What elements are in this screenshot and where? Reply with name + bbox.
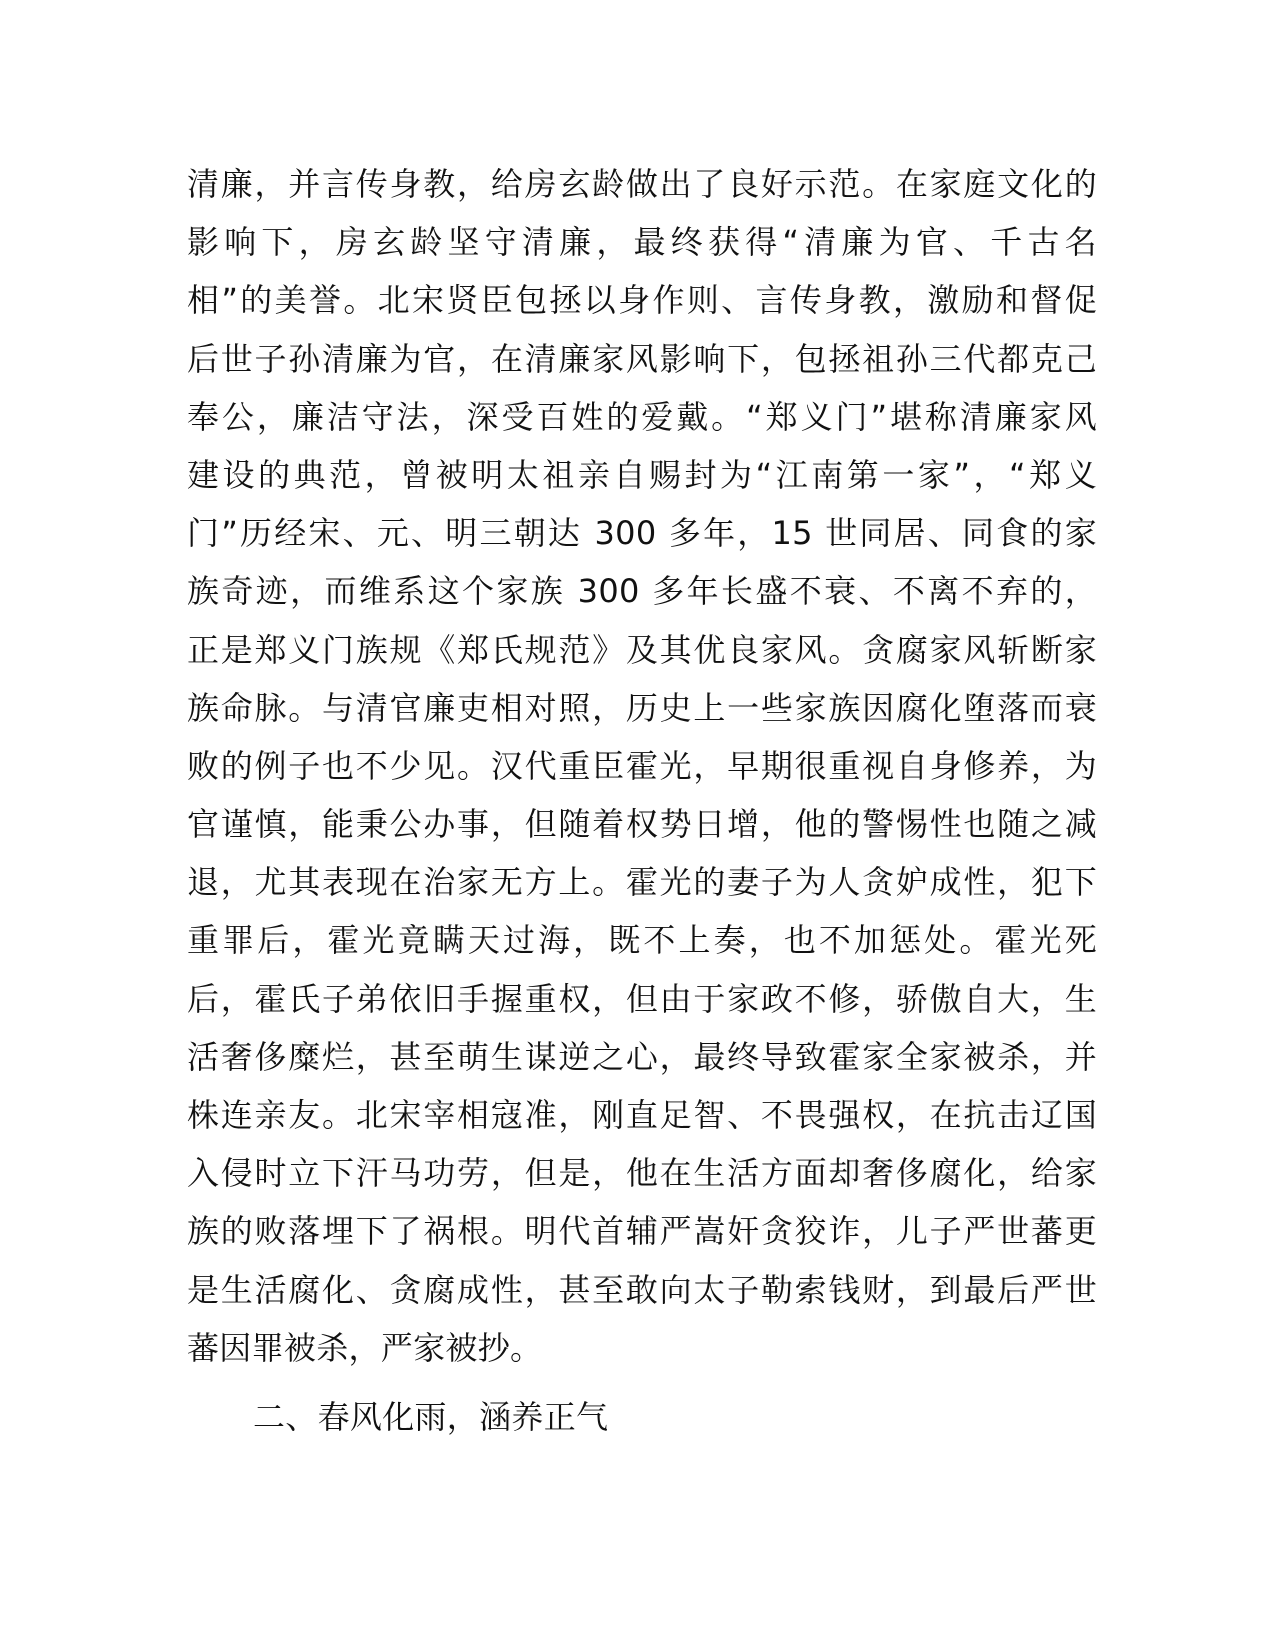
paragraph-line-13: 退，尤其表现在治家无方上。霍光的妻子为人贪妒成性，犯下 (187, 863, 1097, 902)
paragraph-line-6: 建设的典范，曾被明太祖亲自赐封为“江南第一家”，“郑义 (187, 455, 1097, 494)
paragraph-line-14: 重罪后，霍光竟瞒天过海，既不上奏，也不加惩处。霍光死 (187, 921, 1097, 960)
section-heading: 二、春风化雨，涵养正气 (253, 1398, 609, 1436)
paragraph-line-21: 蕃因罪被杀，严家被抄。 (187, 1328, 543, 1367)
paragraph-line-2: 影响下，房玄龄坚守清廉，最终获得“清廉为官、千古名 (187, 223, 1097, 262)
paragraph-line-7: 门”历经宋、元、明三朝达 300 多年，15 世同居、同食的家 (187, 514, 1097, 553)
paragraph-line-12: 官谨慎，能秉公办事，但随着权势日增，他的警惕性也随之减 (187, 805, 1097, 844)
paragraph-line-8: 族奇迹，而维系这个家族 300 多年长盛不衰、不离不弃的， (187, 572, 1097, 611)
paragraph-line-18: 入侵时立下汗马功劳，但是，他在生活方面却奢侈腐化，给家 (187, 1154, 1097, 1193)
body-paragraph (187, 155, 1097, 1377)
paragraph-line-9: 正是郑义门族规《郑氏规范》及其优良家风。贪腐家风斩断家 (187, 630, 1097, 669)
paragraph-line-17: 株连亲友。北宋宰相寇准，刚直足智、不畏强权，在抗击辽国 (187, 1096, 1097, 1134)
paragraph-line-16: 活奢侈糜烂，甚至萌生谋逆之心，最终导致霍家全家被杀，并 (187, 1037, 1097, 1076)
paragraph-line-3: 相”的美誉。北宋贤臣包拯以身作则、言传身教，激励和督促 (187, 281, 1097, 320)
paragraph-line-1: 清廉，并言传身教，给房玄龄做出了良好示范。在家庭文化的 (187, 165, 1097, 203)
paragraph-line-20: 是生活腐化、贪腐成性，甚至敢向太子勒索钱财，到最后严世 (187, 1270, 1097, 1309)
paragraph-line-4: 后世子孙清廉为官，在清廉家风影响下，包拯祖孙三代都克己 (187, 339, 1097, 378)
paragraph-line-10: 族命脉。与清官廉吏相对照，历史上一些家族因腐化堕落而衰 (187, 688, 1097, 727)
paragraph-line-19: 族的败落埋下了祸根。明代首辅严嵩奸贪狡诈，儿子严世蕃更 (187, 1212, 1097, 1251)
paragraph-line-11: 败的例子也不少见。汉代重臣霍光，早期很重视自身修养，为 (187, 746, 1097, 785)
paragraph-line-15: 后，霍氏子弟依旧手握重权，但由于家政不修，骄傲自大，生 (187, 979, 1097, 1018)
paragraph-line-5: 奉公，廉洁守法，深受百姓的爱戴。“郑义门”堪称清廉家风 (187, 397, 1097, 436)
